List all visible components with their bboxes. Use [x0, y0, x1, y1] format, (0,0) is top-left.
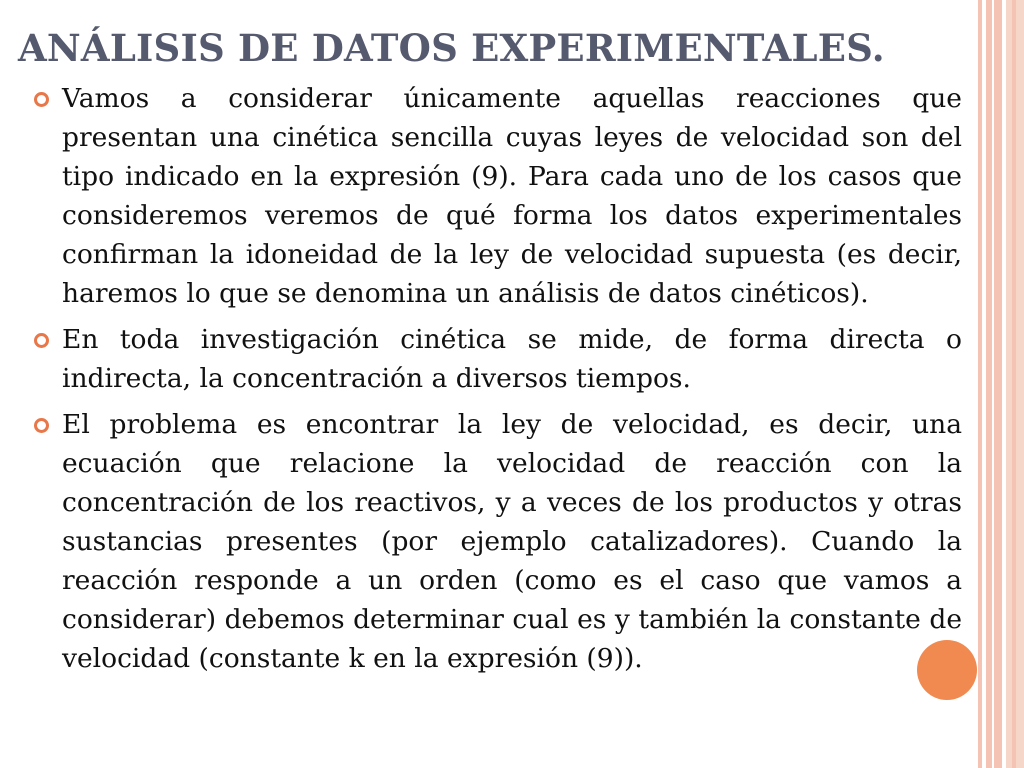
bullet-text: El problema es encontrar la ley de velocidad, es decir, una ecuación que relacione la velocidad de reacción con la concentración de los reactivos, y a veces de los productos y otras sustancias presentes (por ejemplo catalizadores). Cuando la reacción responde a un orden (como es el caso que vamos a considerar) debemos determinar cual es y también la constante de velocidad (constante k en la expresión (9)). [62, 409, 962, 674]
decorative-circle-icon [917, 640, 977, 700]
bullet-text: En toda investigación cinética se mide, de forma directa o indirecta, la concentración a diversos tiempos. [62, 324, 962, 394]
circle-bullet-icon [34, 92, 49, 107]
bullet-item [34, 79, 962, 313]
decorative-stripe [994, 0, 1002, 768]
bullet-item [34, 320, 962, 398]
bullet-text: Vamos a considerar únicamente aquellas reacciones que presentan una cinética sencilla cuyas leyes de velocidad son del tipo indicado en la expresión (9). Para cada uno de los casos que consideremos veremos de qué forma los datos experimentales confirman la idoneidad de la ley de velocidad supuesta (es decir, haremos lo que se denomina un análisis de datos cinéticos). [62, 83, 962, 309]
bullet-item [34, 405, 962, 678]
slide-title: ANÁLISIS DE DATOS EXPERIMENTALES. [18, 26, 885, 70]
decorative-stripe [986, 0, 992, 768]
bullet-list [34, 79, 962, 685]
decorative-stripe [978, 0, 982, 768]
circle-bullet-icon [34, 418, 49, 433]
circle-bullet-icon [34, 333, 49, 348]
decorative-stripe [1012, 0, 1016, 768]
